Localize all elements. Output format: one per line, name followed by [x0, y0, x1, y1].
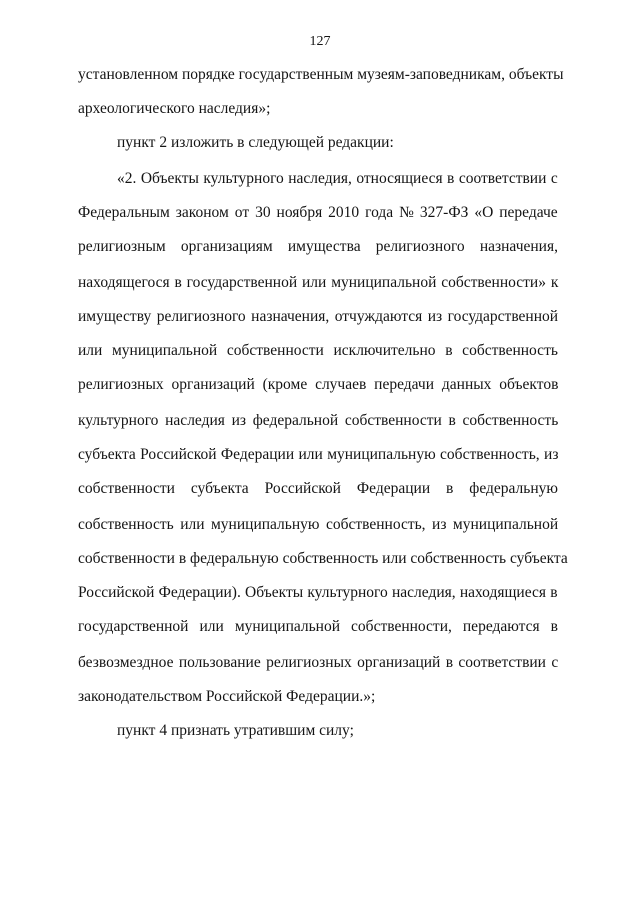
text-line-14: собственность или муниципальную собственность, из муниципальной — [78, 516, 559, 533]
text-line-8: имуществу религиозного назначения, отчуждаются из государственной — [78, 308, 559, 325]
word: в — [446, 480, 454, 497]
word: назначения, — [479, 238, 558, 255]
word: в — [550, 618, 558, 635]
text-line-7: находящегося в государственной или муниципальной собственности» к — [78, 274, 559, 291]
page-number: 127 — [309, 34, 331, 49]
text-line-16: Российской Федерации). Объекты культурного наследия, находящиеся в — [78, 584, 558, 601]
word: государственной — [78, 618, 189, 635]
word: религиозного — [375, 238, 465, 255]
text-line-17 — [78, 618, 558, 636]
text-line-9: или муниципальной собственности исключительно в собственность — [78, 342, 558, 359]
text-line-1 — [78, 66, 564, 84]
text-line-18: безвозмездное пользование религиозных организаций в соответствии с — [78, 654, 559, 671]
text-line-1-content: установленном порядке государственным музеям-заповедникам, объекты — [78, 66, 564, 83]
text-line-15: собственности в федеральную собственность или собственность субъекта — [78, 550, 568, 567]
word: собственности — [78, 480, 175, 497]
word: организациям — [180, 238, 273, 255]
text-line-5: Федеральным законом от 30 ноября 2010 года № 327-ФЗ «О передаче — [78, 204, 558, 221]
text-line-2: археологического наследия»; — [78, 100, 271, 117]
word: или — [199, 618, 224, 635]
word: муниципальной — [234, 618, 341, 635]
text-line-10: религиозных организаций (кроме случаев передачи данных объектов — [78, 376, 559, 393]
word: имущества — [287, 238, 361, 255]
word: Федерации — [356, 480, 431, 497]
word: субъекта — [190, 480, 249, 497]
text-line-11: культурного наследия из федеральной собственности в собственность — [78, 412, 559, 429]
word: религиозным — [78, 238, 166, 255]
text-line-3: пункт 2 изложить в следующей редакции: — [117, 134, 394, 151]
text-line-6 — [78, 238, 558, 256]
word: передаются — [462, 618, 540, 635]
text-line-13 — [78, 480, 558, 498]
text-line-4: «2. Объекты культурного наследия, относящиеся в соответствии с — [117, 170, 558, 187]
word: федеральную — [469, 480, 558, 497]
text-line-19: законодательством Российской Федерации.»; — [78, 688, 376, 705]
word: Российской — [264, 480, 341, 497]
word: собственности, — [351, 618, 452, 635]
text-line-20: пункт 4 признать утратившим силу; — [117, 722, 354, 739]
text-line-12: субъекта Российской Федерации или муниципальную собственность, из — [78, 446, 559, 463]
